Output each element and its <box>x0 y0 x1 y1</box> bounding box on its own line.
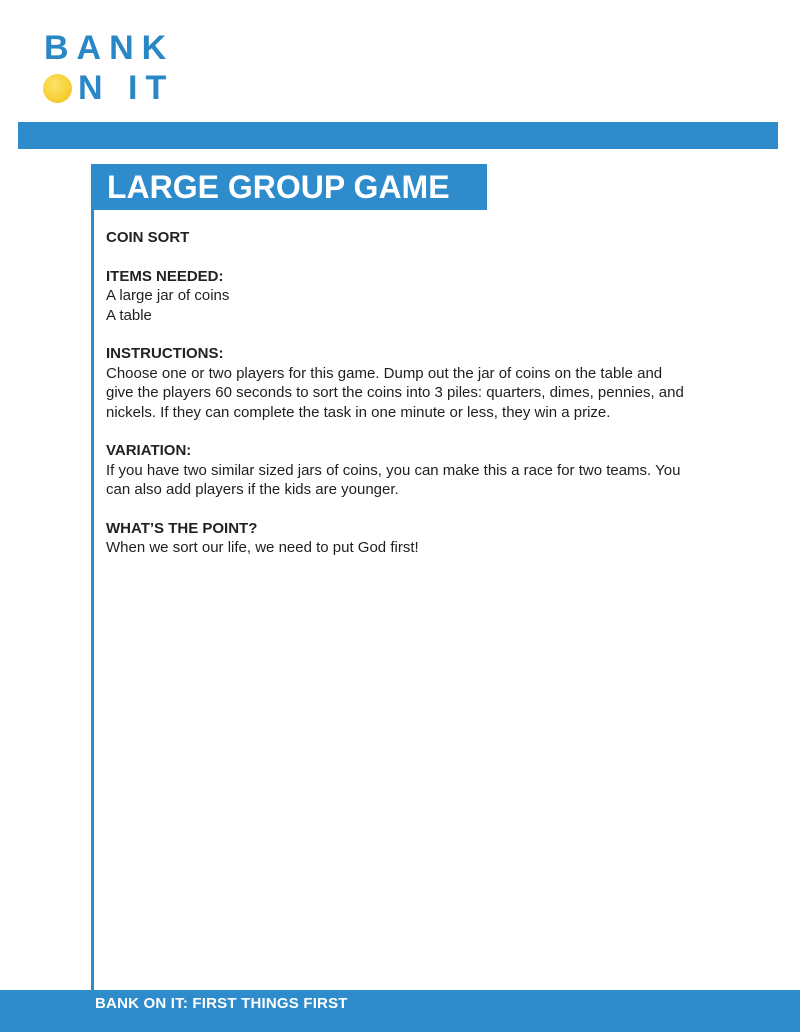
point-section <box>106 519 726 558</box>
logo-line-on-it <box>44 68 174 108</box>
instructions-section <box>106 344 726 422</box>
instructions-line: Choose one or two players for this game. Dump out the jar of coins on the table and <box>106 364 663 382</box>
variation-line: If you have two similar sized jars of coins, you can make this a race for two teams. You <box>106 461 681 479</box>
instructions-line: nickels. If they can complete the task in one minute or less, they win a prize. <box>106 403 611 421</box>
variation-line: can also add players if the kids are younger. <box>106 481 399 498</box>
footer-bar <box>0 990 800 1032</box>
footer-text: BANK ON IT: FIRST THINGS FIRST <box>95 995 348 1012</box>
point-heading: WHAT’S THE POINT? <box>106 519 258 537</box>
item-line: A table <box>106 306 152 324</box>
coin-icon <box>43 74 72 103</box>
logo-line-on-it-text: N IT <box>78 69 175 107</box>
item-line: A large jar of coins <box>106 287 230 304</box>
instructions-line: give the players 60 seconds to sort the coins into 3 piles: quarters, dimes, pennies, and <box>106 384 684 401</box>
header-bar <box>18 122 778 149</box>
variation-section <box>106 441 726 500</box>
logo-line-bank: BANK <box>44 29 175 67</box>
left-rule <box>91 164 94 994</box>
items-needed-section <box>106 267 726 326</box>
items-needed-heading: ITEMS NEEDED: <box>106 267 224 285</box>
point-line: When we sort our life, we need to put God first! <box>106 539 419 556</box>
variation-heading: VARIATION: <box>106 442 192 459</box>
game-content <box>106 228 726 577</box>
game-name-section <box>106 228 726 248</box>
page-title: LARGE GROUP GAME <box>91 164 487 210</box>
game-name: COIN SORT <box>106 229 190 246</box>
instructions-heading: INSTRUCTIONS: <box>106 345 224 362</box>
brand-logo <box>44 28 174 108</box>
